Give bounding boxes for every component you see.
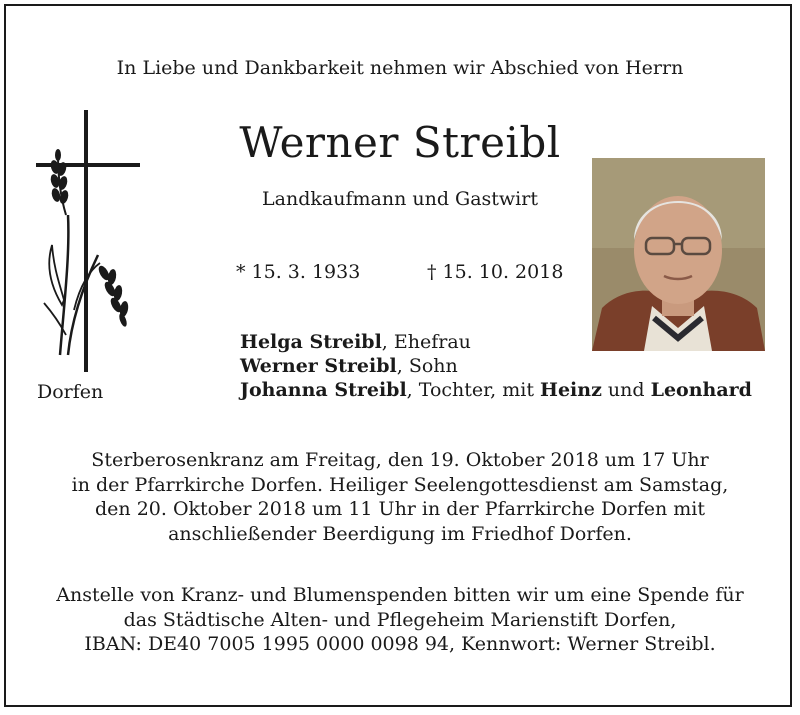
death-date: † 15. 10. 2018 bbox=[427, 261, 564, 283]
birth-date: * 15. 3. 1933 bbox=[236, 261, 361, 283]
service-line: Sterberosenkranz am Freitag, den 19. Oktober 2018 um 17 Uhr bbox=[91, 449, 709, 471]
portrait-photo bbox=[592, 158, 765, 351]
service-line: den 20. Oktober 2018 um 11 Uhr in der Pfarrkirche Dorfen mit bbox=[95, 498, 705, 520]
cross-with-wheat-icon bbox=[30, 105, 145, 375]
intro-line: In Liebe und Dankbarkeit nehmen wir Abschied von Herrn bbox=[116, 57, 684, 79]
survivor-line bbox=[240, 378, 752, 402]
survivor-relation: , Ehefrau bbox=[381, 331, 471, 353]
service-line: anschließender Beerdigung im Friedhof Dorfen. bbox=[168, 522, 632, 545]
survivor-relation: , Sohn bbox=[396, 355, 458, 377]
donation-line: Anstelle von Kranz- und Blumenspenden bitten wir um eine Spende für bbox=[56, 584, 744, 606]
service-line: in der Pfarrkirche Dorfen. Heiliger Seelengottesdienst am Samstag, bbox=[71, 473, 729, 496]
survivor-line bbox=[240, 354, 752, 378]
deceased-name: Werner Streibl bbox=[239, 118, 561, 167]
survivors-list bbox=[240, 330, 752, 402]
survivor-name: Helga Streibl bbox=[240, 331, 382, 353]
survivor-line bbox=[240, 330, 752, 354]
survivor-name: Werner Streibl bbox=[240, 355, 397, 377]
grandchild-name: Heinz bbox=[540, 379, 602, 401]
service-announcement bbox=[0, 448, 800, 546]
donation-note bbox=[0, 583, 800, 657]
survivor-name: Johanna Streibl bbox=[240, 379, 407, 401]
conjunction: und bbox=[601, 379, 651, 401]
deceased-occupation: Landkaufmann und Gastwirt bbox=[262, 188, 538, 210]
donation-line: das Städtische Alten- und Pflegeheim Marienstift Dorfen, bbox=[123, 608, 677, 631]
survivor-relation: , Tochter, mit bbox=[406, 379, 540, 401]
grandchild-name: Leonhard bbox=[650, 379, 752, 401]
donation-line: IBAN: DE40 7005 1995 0000 0098 94, Kennwort: Werner Streibl. bbox=[84, 633, 716, 655]
place-name: Dorfen bbox=[37, 381, 104, 403]
